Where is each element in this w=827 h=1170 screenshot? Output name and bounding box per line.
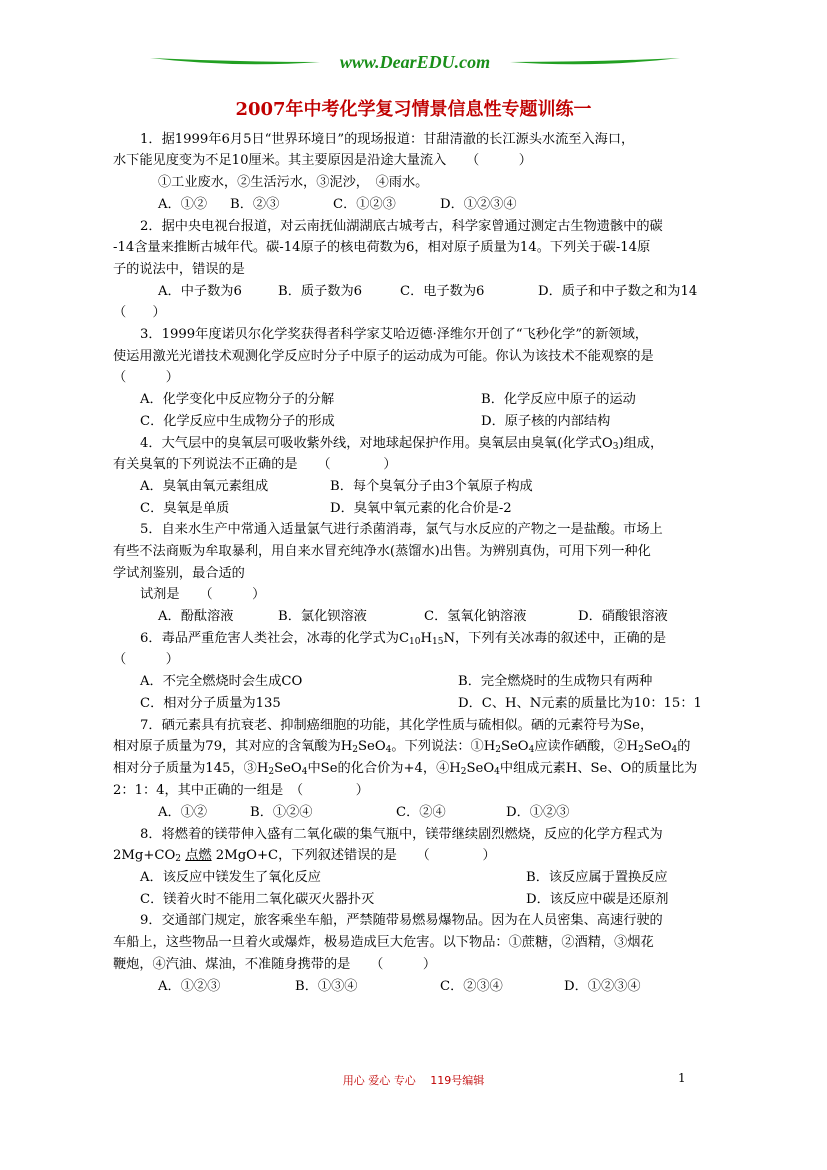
q7-l3-sub-4: 4 — [494, 767, 500, 777]
q3-option-d: D．原子核的内部结构 — [481, 414, 611, 429]
page-number: 1 — [678, 1071, 686, 1085]
q8-options-row-2 — [140, 890, 720, 910]
q6-options-row-2 — [140, 694, 730, 714]
q7-option-d: D．①②③ — [506, 805, 570, 820]
q6-line-1-h: H — [420, 631, 433, 646]
q4-options-row-1 — [140, 477, 720, 497]
q4-option-b: B．每个臭氧分子由3个氧原子构成 — [330, 479, 533, 494]
q5-option-d: D．硝酸银溶液 — [578, 609, 668, 624]
q8-l2-a: 2Mg+CO — [113, 848, 176, 863]
q7-l2-a: 相对原子质量为79，其对应的含氧酸为H — [113, 739, 353, 754]
page-footer: 用心 爱心 专心 119号编辑 — [342, 1074, 485, 1087]
q9-option-a: A．①②③ — [158, 979, 221, 994]
q6-line-1-text: 6．毒品严重危害人类社会，冰毒的化学式为C — [140, 631, 410, 646]
q7-l3-b: SeO — [274, 761, 302, 776]
q6-options-row-1 — [140, 672, 730, 692]
q8-option-a: A．该反应中镁发生了氧化反应 — [140, 870, 321, 885]
q3-line-2: 使运用激光光谱技术观测化学反应时分子中原子的运动成为可能。你认为该技术不能观察的是 — [113, 349, 654, 364]
q8-option-b: B．该反应属于置换反应 — [526, 870, 668, 885]
q8-line-1: 8．将燃着的镁带伸入盛有二氧化碳的集气瓶中，镁带继续剧烈燃烧，反应的化学方程式为 — [140, 827, 663, 842]
q5-line-4: 试剂是 （ ） — [140, 587, 266, 602]
q7-l2-g: 的 — [677, 739, 691, 754]
q7-l2-sub-6: 4 — [671, 745, 678, 755]
q8-line-2 — [113, 846, 496, 869]
q4-line-1-tail: )组成， — [618, 436, 664, 451]
q4-line-2: 有关臭氧的下列说法不正确的是 （ ） — [113, 457, 397, 472]
q3-options-row-2 — [140, 412, 720, 432]
q3-option-a: A．化学变化中反应物分子的分解 — [140, 392, 335, 407]
q7-option-b: B．①②④ — [250, 805, 313, 820]
q7-options — [158, 803, 718, 823]
q5-option-b: B．氯化钡溶液 — [278, 609, 367, 624]
q6-line-1-tail: N，下列有关冰毒的叙述中，正确的是 — [443, 631, 667, 646]
q6-option-c: C．相对分子质量为135 — [140, 696, 281, 711]
q6-line-2: （ ） — [113, 652, 179, 667]
q7-l3-e: 中组成元素H、Se、O的质量比为 — [499, 761, 698, 776]
q5-line-1: 5．自来水生产中常通入适量氯气进行杀菌消毒，氯气与水反应的产物之一是盐酸。市场上 — [140, 522, 663, 537]
q1-option-d: D．①②③④ — [440, 197, 517, 212]
q7-line-3 — [113, 759, 697, 782]
q8-ignite-condition: 点燃 — [185, 848, 212, 863]
q7-l2-c: 。下列说法：①H — [391, 739, 496, 754]
q1-line-3: ①工业废水，②生活污水，③泥沙， ④雨水。 — [158, 175, 429, 190]
q8-l2-b: 2MgO+C，下列叙述错误的是 （ ） — [211, 848, 496, 863]
q8-option-d: D．该反应中碳是还原剂 — [526, 892, 669, 907]
q8-option-c: C．镁着火时不能用二氧化碳灭火器扑灭 — [140, 892, 375, 907]
q6-option-a: A．不完全燃烧时会生成CO — [140, 674, 303, 689]
q2-option-b: B．质子数为6 — [278, 284, 363, 299]
q4-option-c: C．臭氧是单质 — [140, 501, 230, 516]
q5-options — [158, 607, 718, 627]
q2-options — [158, 282, 718, 302]
q5-line-2: 有些不法商贩为牟取暴利，用自来水冒充纯净水(蒸馏水)出售。为辨别真伪，可用下列一种化 — [113, 544, 651, 559]
q9-option-c: C．②③④ — [440, 979, 503, 994]
q3-line-1: 3．1999年度诺贝尔化学奖获得者科学家艾哈迈德·泽维尔开创了“飞秒化学”的新领域， — [140, 327, 648, 342]
q3-line-3: （ ） — [113, 370, 179, 385]
q7-l2-sub-5: 2 — [638, 745, 644, 755]
q7-l2-sub-3: 2 — [495, 745, 501, 755]
q4-line-1 — [140, 434, 663, 457]
q5-option-a: A．酚酞溶液 — [158, 609, 234, 624]
q7-l2-sub-2: 4 — [385, 745, 392, 755]
q7-line-4: 2：1：4，其中正确的一组是 （ ） — [113, 783, 369, 798]
q4-option-a: A．臭氧由氧元素组成 — [140, 479, 269, 494]
q8-l2-sub: 2 — [175, 854, 182, 864]
q6-option-b: B．完全燃烧时的生成物只有两种 — [458, 674, 653, 689]
q7-line-1: 7．硒元素具有抗衰老、抑制癌细胞的功能，其化学性质与硫相似。硒的元素符号为Se， — [140, 718, 654, 733]
q7-l2-e: 应读作硒酸，②H — [534, 739, 639, 754]
page-title: 2007年中考化学复习情景信息性专题训练一 — [235, 99, 592, 120]
q2-line-3: 子的说法中，错误的是 — [113, 262, 245, 277]
q2-line-5: （ ） — [113, 305, 166, 320]
q7-l3-c: 中Se的化合价为+4，④H — [307, 761, 461, 776]
q7-l3-a: 相对分子质量为145，③H — [113, 761, 269, 776]
q6-line-1 — [140, 629, 666, 652]
q7-l3-sub-1: 2 — [268, 767, 275, 777]
q9-option-b: B．①③④ — [295, 979, 358, 994]
site-url[interactable]: www.DearEDU.com — [339, 52, 491, 72]
q2-line-2: -14含量来推断古城年代。碳-14原子的核电荷数为6，相对原子质量为14。下列关于碳-14原 — [113, 240, 651, 255]
q1-option-c: C．①②③ — [333, 197, 396, 212]
q3-option-c: C．化学反应中生成物分子的形成 — [140, 414, 335, 429]
q6-subscript-c: 10 — [409, 637, 421, 647]
q7-l3-sub-3: 2 — [460, 767, 467, 777]
q7-l2-sub-4: 4 — [528, 745, 535, 755]
q7-l2-d: SeO — [500, 739, 529, 754]
q3-option-b: B．化学反应中原子的运动 — [481, 392, 636, 407]
q1-option-b: B．②③ — [230, 197, 280, 212]
q7-l2-b: SeO — [358, 739, 386, 754]
q2-option-c: C．电子数为6 — [400, 284, 485, 299]
q9-line-2: 车船上，这些物品一旦着火或爆炸，极易造成巨大危害。以下物品：①蔗糖，②酒精，③烟花 — [113, 935, 654, 950]
q1-line-1: 1．据1999年6月5日“世界环境日”的现场报道：甘甜清澈的长江源头水流至入海口， — [140, 132, 635, 147]
q4-option-d: D．臭氧中氧元素的化合价是-2 — [330, 501, 512, 516]
q7-l2-f: SeO — [643, 739, 672, 754]
q4-line-1-text: 4．大气层中的臭氧层可吸收紫外线，对地球起保护作用。臭氧层由臭氧(化学式O — [140, 436, 613, 451]
q7-option-a: A．①② — [158, 805, 208, 820]
q7-line-2 — [113, 737, 690, 760]
q2-option-d: D．质子和中子数之和为14 — [538, 284, 698, 299]
q1-option-a: A．①② — [158, 197, 208, 212]
q7-option-c: C．②④ — [396, 805, 446, 820]
q7-l3-sub-2: 4 — [301, 767, 308, 777]
q2-option-a: A．中子数为6 — [158, 284, 242, 299]
q4-subscript: 3 — [612, 442, 619, 452]
q6-subscript-h: 15 — [432, 637, 444, 647]
q2-line-1: 2．据中央电视台报道，对云南抚仙湖湖底古城考古，科学家曾通过测定古生物遗骸中的碳 — [140, 219, 663, 234]
q7-l3-d: SeO — [466, 761, 495, 776]
q5-option-c: C．氢氧化钠溶液 — [424, 609, 527, 624]
q9-option-d: D．①②③④ — [564, 979, 641, 994]
q7-l2-sub-1: 2 — [352, 745, 359, 755]
q6-option-d: D．C、H、N元素的质量比为10：15：1 — [458, 696, 702, 711]
q1-line-2: 水下能见度变为不足10厘米。其主要原因是沿途大量流入 （ ） — [113, 153, 532, 168]
q9-line-1: 9．交通部门规定，旅客乘坐车船，严禁随带易燃易爆物品。因为在人员密集、高速行驶的 — [140, 913, 663, 928]
q4-options-row-2 — [140, 499, 720, 519]
site-header — [150, 52, 680, 74]
q8-options-row-1 — [140, 868, 720, 888]
q3-options-row-1 — [140, 390, 720, 410]
q5-line-3: 学试剂鉴别，最合适的 — [113, 566, 245, 581]
q9-line-3: 鞭炮，④汽油、煤油，不准随身携带的是 （ ） — [113, 957, 437, 972]
q1-options — [158, 195, 718, 215]
q9-options — [158, 977, 718, 997]
